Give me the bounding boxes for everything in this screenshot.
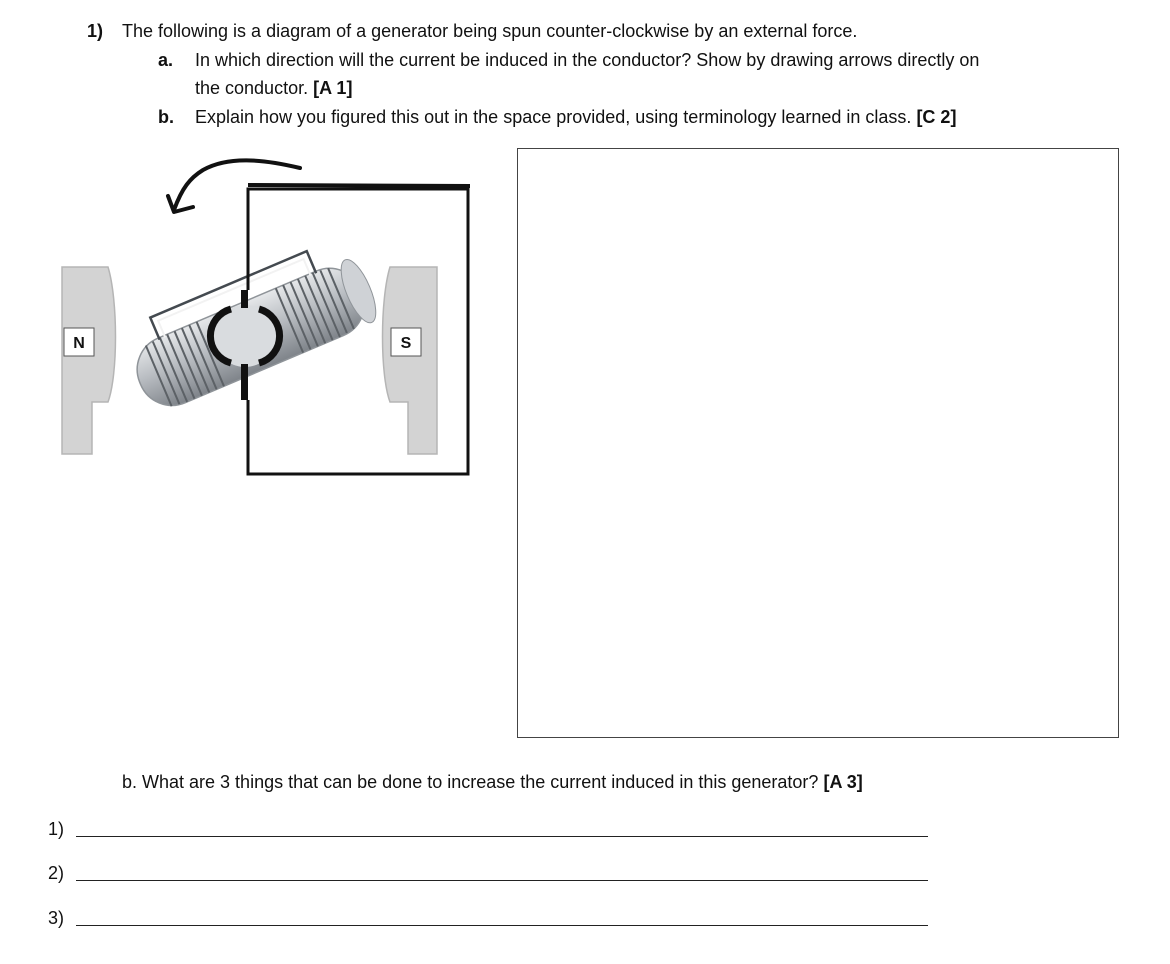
answer-1-label: 1) xyxy=(48,819,65,839)
question-text: The following is a diagram of a generator being spun counter-clockwise by an external force. xyxy=(122,21,858,41)
question-b2-text: b. What are 3 things that can be done to increase the current induced in this generator? xyxy=(122,772,819,792)
north-label: N xyxy=(73,335,85,352)
top-brush xyxy=(241,290,248,308)
south-magnet xyxy=(383,267,438,454)
generator-diagram xyxy=(0,140,500,485)
part-a-text-line1: In which direction will the current be induced in the conductor? Show by drawing arrows directly on xyxy=(195,50,980,70)
south-label: S xyxy=(400,335,412,352)
bottom-brush xyxy=(241,364,248,400)
part-a-text-line2 xyxy=(195,77,352,99)
question-b2 xyxy=(122,771,863,793)
north-magnet xyxy=(62,267,116,454)
part-b-text-content: Explain how you figured this out in the space provided, using terminology learned in class. xyxy=(195,107,912,127)
question-b2-mark: [A 3] xyxy=(823,772,863,792)
answer-2-line[interactable] xyxy=(76,880,928,881)
part-b-letter: b. xyxy=(158,107,174,127)
part-a-text-line2-text: the conductor. xyxy=(195,78,309,98)
question-number: 1) xyxy=(87,21,104,41)
answer-2-label: 2) xyxy=(48,863,65,883)
part-a-letter: a. xyxy=(158,50,174,70)
explanation-answer-box[interactable] xyxy=(517,148,1119,738)
top-wire-drawn xyxy=(248,185,470,186)
answer-1-line[interactable] xyxy=(76,836,928,837)
part-a-mark: [A 1] xyxy=(313,78,353,98)
answer-3-line[interactable] xyxy=(76,925,928,926)
part-b-text xyxy=(195,106,956,128)
part-b-mark: [C 2] xyxy=(916,107,957,127)
answer-3-label: 3) xyxy=(48,908,65,928)
